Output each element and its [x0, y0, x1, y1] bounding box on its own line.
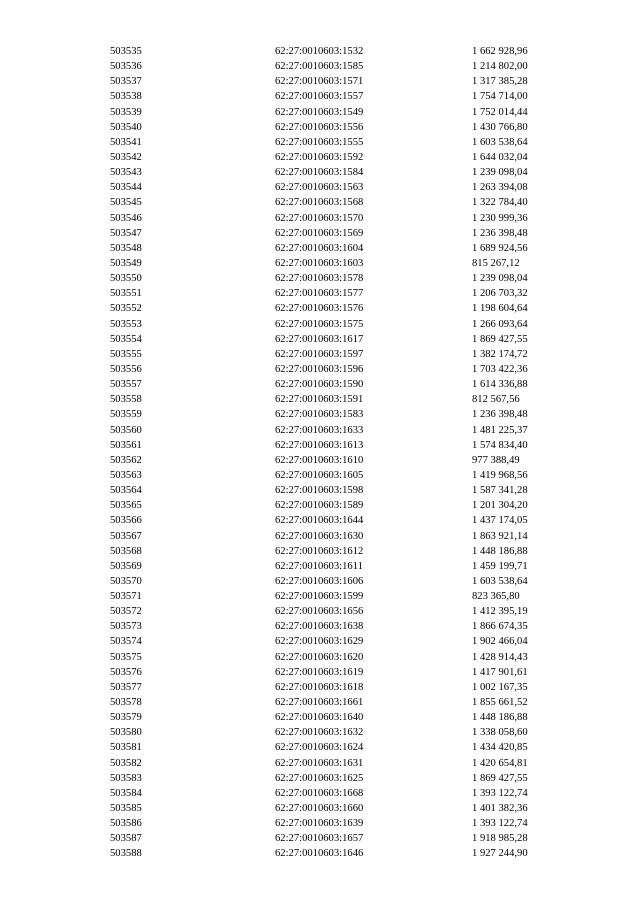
cadastral-number-cell: 62:27:0010603:1570 — [275, 212, 364, 224]
row-id-cell: 503542 — [110, 151, 142, 163]
cadastral-number-cell: 62:27:0010603:1619 — [275, 666, 364, 678]
cadastral-number-cell: 62:27:0010603:1631 — [275, 757, 364, 769]
table-row — [0, 423, 640, 438]
cadastral-number-cell: 62:27:0010603:1598 — [275, 485, 364, 497]
row-id-cell: 503535 — [110, 46, 142, 57]
table-row — [0, 665, 640, 680]
table-row — [0, 271, 640, 286]
table-row — [0, 589, 640, 604]
cadastral-number-cell: 62:27:0010603:1646 — [275, 848, 364, 860]
cadastral-number-cell: 62:27:0010603:1639 — [275, 818, 364, 830]
value-cell: 1 662 928,96 — [472, 46, 528, 57]
row-id-cell: 503547 — [110, 227, 142, 239]
table-row — [0, 301, 640, 316]
table-row — [0, 771, 640, 786]
row-id-cell: 503543 — [110, 167, 142, 179]
table-row — [0, 362, 640, 377]
value-cell: 1 214 802,00 — [472, 61, 528, 73]
row-id-cell: 503558 — [110, 394, 142, 406]
row-id-cell: 503566 — [110, 515, 142, 527]
row-id-cell: 503562 — [110, 454, 142, 466]
row-id-cell: 503550 — [110, 273, 142, 285]
value-cell: 1 459 199,71 — [472, 560, 528, 572]
cadastral-number-cell: 62:27:0010603:1585 — [275, 61, 364, 73]
value-cell: 1 587 341,28 — [472, 485, 528, 497]
cadastral-number-cell: 62:27:0010603:1611 — [275, 560, 363, 572]
value-cell: 1 855 661,52 — [472, 697, 528, 709]
table-row — [0, 846, 640, 861]
value-cell: 1 322 784,40 — [472, 197, 528, 209]
table-row — [0, 725, 640, 740]
row-id-cell: 503538 — [110, 91, 142, 103]
row-id-cell: 503536 — [110, 61, 142, 73]
cadastral-number-cell: 62:27:0010603:1638 — [275, 621, 364, 633]
value-cell: 1 206 703,32 — [472, 288, 528, 300]
row-id-cell: 503544 — [110, 182, 142, 194]
value-cell: 1 263 394,08 — [472, 182, 528, 194]
value-cell: 1 869 427,55 — [472, 772, 528, 784]
row-id-cell: 503564 — [110, 485, 142, 497]
row-id-cell: 503537 — [110, 76, 142, 88]
cadastral-number-cell: 62:27:0010603:1563 — [275, 182, 364, 194]
value-cell: 1 927 244,90 — [472, 848, 528, 860]
data-table — [0, 44, 640, 862]
table-row — [0, 740, 640, 755]
table-row — [0, 241, 640, 256]
row-id-cell: 503584 — [110, 787, 142, 799]
table-row — [0, 619, 640, 634]
row-id-cell: 503571 — [110, 591, 142, 603]
table-row — [0, 135, 640, 150]
cadastral-number-cell: 62:27:0010603:1584 — [275, 167, 364, 179]
cadastral-number-cell: 62:27:0010603:1557 — [275, 91, 364, 103]
value-cell: 977 388,49 — [472, 454, 520, 466]
row-id-cell: 503586 — [110, 818, 142, 830]
cadastral-number-cell: 62:27:0010603:1556 — [275, 121, 364, 133]
table-row — [0, 211, 640, 226]
value-cell: 1 866 674,35 — [472, 621, 528, 633]
row-id-cell: 503540 — [110, 121, 142, 133]
value-cell: 1 239 098,04 — [472, 167, 528, 179]
table-row — [0, 513, 640, 528]
row-id-cell: 503570 — [110, 575, 142, 587]
cadastral-number-cell: 62:27:0010603:1568 — [275, 197, 364, 209]
row-id-cell: 503572 — [110, 606, 142, 618]
value-cell: 1 430 766,80 — [472, 121, 528, 133]
cadastral-number-cell: 62:27:0010603:1660 — [275, 803, 364, 815]
table-row — [0, 150, 640, 165]
value-cell: 1 448 186,88 — [472, 712, 528, 724]
value-cell: 1 918 985,28 — [472, 833, 528, 845]
table-row — [0, 831, 640, 846]
table-row — [0, 468, 640, 483]
table-row — [0, 347, 640, 362]
table-row — [0, 483, 640, 498]
table-row — [0, 74, 640, 89]
row-id-cell: 503587 — [110, 833, 142, 845]
cadastral-number-cell: 62:27:0010603:1657 — [275, 833, 364, 845]
value-cell: 1 198 604,64 — [472, 303, 528, 315]
row-id-cell: 503583 — [110, 772, 142, 784]
cadastral-number-cell: 62:27:0010603:1606 — [275, 575, 364, 587]
value-cell: 1 437 174,05 — [472, 515, 528, 527]
table-row — [0, 180, 640, 195]
cadastral-number-cell: 62:27:0010603:1661 — [275, 697, 364, 709]
value-cell: 812 567,56 — [472, 394, 520, 406]
value-cell: 1 863 921,14 — [472, 530, 528, 542]
table-row — [0, 407, 640, 422]
row-id-cell: 503545 — [110, 197, 142, 209]
table-row — [0, 438, 640, 453]
table-row — [0, 710, 640, 725]
row-id-cell: 503557 — [110, 379, 142, 391]
row-id-cell: 503552 — [110, 303, 142, 315]
value-cell: 1 434 420,85 — [472, 742, 528, 754]
row-id-cell: 503578 — [110, 697, 142, 709]
value-cell: 1 428 914,43 — [472, 651, 528, 663]
cadastral-number-cell: 62:27:0010603:1532 — [275, 46, 364, 57]
value-cell: 1 338 058,60 — [472, 727, 528, 739]
table-row — [0, 801, 640, 816]
row-id-cell: 503573 — [110, 621, 142, 633]
table-row — [0, 574, 640, 589]
cadastral-number-cell: 62:27:0010603:1603 — [275, 257, 364, 269]
row-id-cell: 503555 — [110, 348, 142, 360]
value-cell: 1 201 304,20 — [472, 500, 528, 512]
value-cell: 1 002 167,35 — [472, 681, 528, 693]
table-row — [0, 226, 640, 241]
row-id-cell: 503553 — [110, 318, 142, 330]
value-cell: 1 317 385,28 — [472, 76, 528, 88]
value-cell: 1 603 538,64 — [472, 575, 528, 587]
value-cell: 1 230 999,36 — [472, 212, 528, 224]
table-row — [0, 680, 640, 695]
row-id-cell: 503575 — [110, 651, 142, 663]
table-row — [0, 105, 640, 120]
table-row — [0, 604, 640, 619]
row-id-cell: 503581 — [110, 742, 142, 754]
row-id-cell: 503577 — [110, 681, 142, 693]
table-row — [0, 89, 640, 104]
value-cell: 1 703 422,36 — [472, 363, 528, 375]
table-row — [0, 377, 640, 392]
row-id-cell: 503554 — [110, 333, 142, 345]
cadastral-number-cell: 62:27:0010603:1629 — [275, 636, 364, 648]
row-id-cell: 503560 — [110, 424, 142, 436]
row-id-cell: 503563 — [110, 469, 142, 481]
row-id-cell: 503565 — [110, 500, 142, 512]
row-id-cell: 503582 — [110, 757, 142, 769]
row-id-cell: 503546 — [110, 212, 142, 224]
cadastral-number-cell: 62:27:0010603:1591 — [275, 394, 364, 406]
value-cell: 1 448 186,88 — [472, 545, 528, 557]
row-id-cell: 503551 — [110, 288, 142, 300]
value-cell: 1 393 122,74 — [472, 818, 528, 830]
row-id-cell: 503585 — [110, 803, 142, 815]
value-cell: 1 614 336,88 — [472, 379, 528, 391]
table-row — [0, 544, 640, 559]
value-cell: 823 365,80 — [472, 591, 520, 603]
table-row — [0, 120, 640, 135]
cadastral-number-cell: 62:27:0010603:1583 — [275, 409, 364, 421]
cadastral-number-cell: 62:27:0010603:1632 — [275, 727, 364, 739]
cadastral-number-cell: 62:27:0010603:1644 — [275, 515, 364, 527]
table-row — [0, 165, 640, 180]
row-id-cell: 503588 — [110, 848, 142, 860]
value-cell: 1 752 014,44 — [472, 106, 528, 118]
value-cell: 1 236 398,48 — [472, 409, 528, 421]
value-cell: 1 644 032,04 — [472, 151, 528, 163]
table-row — [0, 286, 640, 301]
cadastral-number-cell: 62:27:0010603:1578 — [275, 273, 364, 285]
cadastral-number-cell: 62:27:0010603:1596 — [275, 363, 364, 375]
row-id-cell: 503559 — [110, 409, 142, 421]
value-cell: 1 393 122,74 — [472, 787, 528, 799]
value-cell: 1 419 968,56 — [472, 469, 528, 481]
cadastral-number-cell: 62:27:0010603:1630 — [275, 530, 364, 542]
value-cell: 1 417 901,61 — [472, 666, 528, 678]
table-row — [0, 317, 640, 332]
value-cell: 1 236 398,48 — [472, 227, 528, 239]
table-row — [0, 756, 640, 771]
table-row — [0, 816, 640, 831]
cadastral-number-cell: 62:27:0010603:1592 — [275, 151, 364, 163]
value-cell: 1 902 466,04 — [472, 636, 528, 648]
row-id-cell: 503574 — [110, 636, 142, 648]
value-cell: 1 401 382,36 — [472, 803, 528, 815]
row-id-cell: 503541 — [110, 136, 142, 148]
value-cell: 815 267,12 — [472, 257, 520, 269]
cadastral-number-cell: 62:27:0010603:1604 — [275, 242, 364, 254]
cadastral-number-cell: 62:27:0010603:1555 — [275, 136, 364, 148]
table-row — [0, 392, 640, 407]
value-cell: 1 869 427,55 — [472, 333, 528, 345]
value-cell: 1 574 834,40 — [472, 439, 528, 451]
cadastral-number-cell: 62:27:0010603:1571 — [275, 76, 364, 88]
row-id-cell: 503567 — [110, 530, 142, 542]
table-row — [0, 256, 640, 271]
cadastral-number-cell: 62:27:0010603:1617 — [275, 333, 364, 345]
cadastral-number-cell: 62:27:0010603:1618 — [275, 681, 364, 693]
table-row — [0, 695, 640, 710]
table-row — [0, 195, 640, 210]
cadastral-number-cell: 62:27:0010603:1624 — [275, 742, 364, 754]
table-row — [0, 59, 640, 74]
cadastral-number-cell: 62:27:0010603:1612 — [275, 545, 364, 557]
cadastral-number-cell: 62:27:0010603:1613 — [275, 439, 364, 451]
cadastral-number-cell: 62:27:0010603:1640 — [275, 712, 364, 724]
cadastral-number-cell: 62:27:0010603:1633 — [275, 424, 364, 436]
table-row — [0, 529, 640, 544]
cadastral-number-cell: 62:27:0010603:1549 — [275, 106, 364, 118]
cadastral-number-cell: 62:27:0010603:1590 — [275, 379, 364, 391]
row-id-cell: 503579 — [110, 712, 142, 724]
table-row — [0, 634, 640, 649]
cadastral-number-cell: 62:27:0010603:1589 — [275, 500, 364, 512]
row-id-cell: 503561 — [110, 439, 142, 451]
row-id-cell: 503568 — [110, 545, 142, 557]
row-id-cell: 503539 — [110, 106, 142, 118]
row-id-cell: 503548 — [110, 242, 142, 254]
value-cell: 1 754 714,00 — [472, 91, 528, 103]
value-cell: 1 603 538,64 — [472, 136, 528, 148]
cadastral-number-cell: 62:27:0010603:1577 — [275, 288, 364, 300]
cadastral-number-cell: 62:27:0010603:1620 — [275, 651, 364, 663]
cadastral-number-cell: 62:27:0010603:1656 — [275, 606, 364, 618]
table-row — [0, 559, 640, 574]
value-cell: 1 266 093,64 — [472, 318, 528, 330]
cadastral-number-cell: 62:27:0010603:1575 — [275, 318, 364, 330]
table-row — [0, 498, 640, 513]
table-row — [0, 786, 640, 801]
cadastral-number-cell: 62:27:0010603:1625 — [275, 772, 364, 784]
table-row — [0, 44, 640, 59]
cadastral-number-cell: 62:27:0010603:1597 — [275, 348, 364, 360]
value-cell: 1 481 225,37 — [472, 424, 528, 436]
row-id-cell: 503576 — [110, 666, 142, 678]
cadastral-number-cell: 62:27:0010603:1610 — [275, 454, 364, 466]
cadastral-number-cell: 62:27:0010603:1599 — [275, 591, 364, 603]
cadastral-number-cell: 62:27:0010603:1569 — [275, 227, 364, 239]
value-cell: 1 382 174,72 — [472, 348, 528, 360]
row-id-cell: 503549 — [110, 257, 142, 269]
row-id-cell: 503569 — [110, 560, 142, 572]
value-cell: 1 239 098,04 — [472, 273, 528, 285]
value-cell: 1 420 654,81 — [472, 757, 528, 769]
cadastral-number-cell: 62:27:0010603:1668 — [275, 787, 364, 799]
value-cell: 1 689 924,56 — [472, 242, 528, 254]
cadastral-number-cell: 62:27:0010603:1576 — [275, 303, 364, 315]
table-row — [0, 650, 640, 665]
cadastral-number-cell: 62:27:0010603:1605 — [275, 469, 364, 481]
row-id-cell: 503580 — [110, 727, 142, 739]
row-id-cell: 503556 — [110, 363, 142, 375]
value-cell: 1 412 395,19 — [472, 606, 528, 618]
table-row — [0, 332, 640, 347]
table-row — [0, 453, 640, 468]
